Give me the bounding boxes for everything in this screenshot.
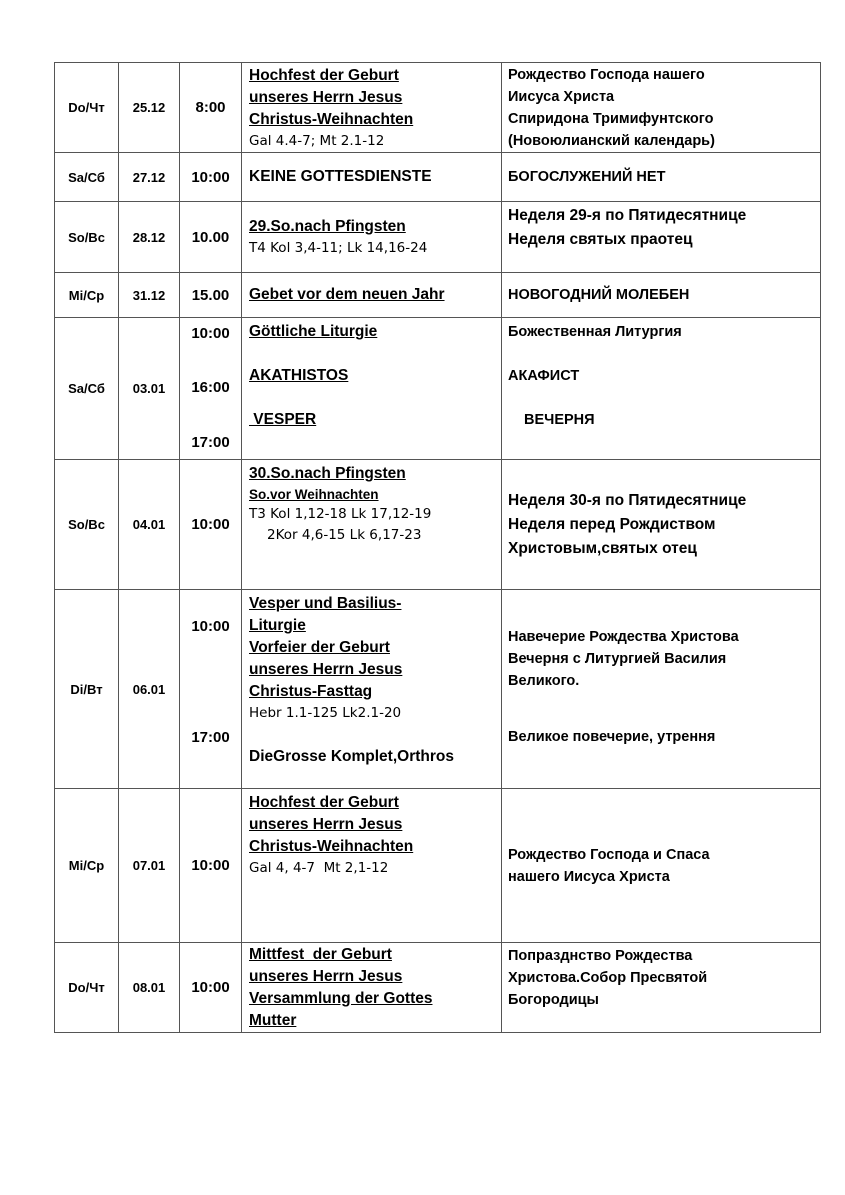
day-cell: Sa/Сб: [55, 153, 119, 202]
russian-line: нашего Иисуса Христа: [508, 868, 670, 885]
service-title: unseres Herrn Jesus: [249, 816, 403, 833]
table-row: [55, 63, 821, 153]
russian-line: Попразднство Рождества: [508, 948, 693, 964]
russian-line: Неделя святых праотец: [508, 231, 693, 248]
time-cell: [180, 318, 242, 460]
russian-service-cell: [502, 202, 821, 273]
day-cell: Do/Чт: [55, 943, 119, 1033]
russian-service-cell: [502, 318, 821, 460]
russian-line: Неделя 30-я по Пятидесятнице: [508, 491, 747, 509]
service-title: Christus-Weihnachten: [249, 838, 414, 855]
date-cell: 27.12: [119, 153, 180, 202]
time-value: 10:00: [191, 324, 230, 342]
russian-service-cell: [502, 789, 821, 943]
service-title: Versammlung der Gottes: [249, 990, 433, 1007]
german-service-cell: [242, 789, 502, 943]
service-title: unseres Herrn Jesus: [249, 968, 403, 985]
date-cell: 28.12: [119, 202, 180, 273]
time-cell: 10:00: [180, 789, 242, 943]
date-cell: 06.01: [119, 590, 180, 789]
russian-line: (Новоюлианский календарь): [508, 132, 715, 149]
russian-line: Христова.Собор Пресвятой: [508, 970, 708, 986]
service-title: Göttliche Liturgie: [249, 323, 378, 340]
table-row: [55, 789, 821, 943]
date-cell: 04.01: [119, 460, 180, 590]
date-cell: 03.01: [119, 318, 180, 460]
time-value: 16:00: [191, 379, 230, 396]
russian-service-cell: [502, 460, 821, 590]
service-title: unseres Herrn Jesus: [249, 661, 403, 678]
time-value: 17:00: [191, 729, 230, 746]
russian-line: БОГОСЛУЖЕНИЙ НЕТ: [508, 169, 666, 185]
time-cell: 10:00: [180, 943, 242, 1033]
german-service-cell: [242, 460, 502, 590]
time-value: 10:00: [191, 618, 230, 635]
russian-line: Рождество Господа нашего: [508, 66, 705, 83]
scripture-reading: T4 Kol 3,4-11; Lk 14,16-24: [249, 239, 428, 256]
german-service-cell: [242, 590, 502, 789]
scripture-reading: T3 Kol 1,12-18 Lk 17,12-19: [249, 506, 432, 522]
time-cell: 10:00: [180, 460, 242, 590]
day-cell: Di/Вт: [55, 590, 119, 789]
russian-service-cell: [502, 273, 821, 318]
russian-line: Неделя перед Рождиством: [508, 515, 716, 533]
scripture-reading: 2Kor 4,6-15 Lk 6,17-23: [267, 527, 422, 543]
time-cell: 8:00: [180, 63, 242, 153]
german-service-cell: [242, 273, 502, 318]
service-title: Vesper und Basilius-: [249, 595, 402, 612]
russian-line: Божественная Литургия: [508, 324, 682, 340]
service-title: Hochfest der Geburt: [249, 794, 399, 811]
russian-line: Иисуса Христа: [508, 88, 615, 105]
russian-line: Вечерня с Литургией Василия: [508, 651, 727, 667]
russian-service-cell: [502, 943, 821, 1033]
table-row: [55, 318, 821, 460]
german-service-cell: [242, 153, 502, 202]
time-cell: 15.00: [180, 273, 242, 318]
day-cell: Mi/Cp: [55, 789, 119, 943]
service-subtitle: So.vor Weihnachten: [249, 487, 379, 502]
russian-line: Богородицы: [508, 992, 599, 1008]
russian-line: АКАФИСТ: [508, 368, 580, 384]
russian-line: ВЕЧЕРНЯ: [524, 412, 595, 428]
russian-line: Великое повечерие, утрення: [508, 729, 716, 745]
russian-line: Великого.: [508, 673, 580, 689]
russian-service-cell: [502, 63, 821, 153]
scripture-reading: Hebr 1.1-125 Lk2.1-20: [249, 705, 402, 721]
service-title: DieGrosse Komplet,Orthros: [249, 748, 454, 765]
service-title: Mutter: [249, 1012, 297, 1029]
table-row: [55, 153, 821, 202]
russian-line: НОВОГОДНИЙ МОЛЕБЕН: [508, 287, 690, 303]
russian-service-cell: [502, 590, 821, 789]
russian-line: Спиридона Тримифунтского: [508, 110, 714, 127]
service-title: VESPER: [249, 411, 317, 428]
service-title: KEINE GOTTESDIENSTE: [249, 168, 432, 185]
russian-service-cell: [502, 153, 821, 202]
table-row: [55, 202, 821, 273]
day-cell: Sa/Сб: [55, 318, 119, 460]
service-schedule-table: [54, 62, 821, 1033]
time-value: 17:00: [191, 433, 230, 451]
scripture-reading: Gal 4.4-7; Mt 2.1-12: [249, 133, 385, 149]
day-cell: Do/Чт: [55, 63, 119, 153]
german-service-cell: [242, 943, 502, 1033]
scripture-reading: Gal 4, 4-7 Mt 2,1-12: [249, 860, 389, 876]
german-service-cell: [242, 318, 502, 460]
russian-line: Христовым,святых отец: [508, 539, 697, 557]
table-row: [55, 460, 821, 590]
table-row: [55, 943, 821, 1033]
table-row: [55, 590, 821, 789]
russian-line: Навечерие Рождества Христова: [508, 629, 739, 645]
day-cell: So/Bc: [55, 460, 119, 590]
service-title: Christus-Weihnachten: [249, 111, 414, 128]
service-title: unseres Herrn Jesus: [249, 89, 403, 106]
service-title: Mittfest der Geburt: [249, 946, 392, 963]
service-title: Hochfest der Geburt: [249, 67, 399, 84]
date-cell: 25.12: [119, 63, 180, 153]
service-title: Gebet vor dem neuen Jahr: [249, 286, 445, 303]
service-title: Liturgie: [249, 617, 306, 634]
german-service-cell: [242, 63, 502, 153]
russian-line: Рождество Господа и Спаса: [508, 846, 710, 863]
service-title: AKATHISTOS: [249, 367, 349, 384]
day-cell: So/Bc: [55, 202, 119, 273]
time-cell: 10.00: [180, 202, 242, 273]
table-row: [55, 273, 821, 318]
german-service-cell: [242, 202, 502, 273]
service-title: Vorfeier der Geburt: [249, 639, 390, 656]
service-title: 30.So.nach Pfingsten: [249, 465, 406, 482]
time-cell: [180, 590, 242, 789]
russian-line: Неделя 29-я по Пятидесятнице: [508, 207, 747, 224]
date-cell: 07.01: [119, 789, 180, 943]
date-cell: 08.01: [119, 943, 180, 1033]
service-title: 29.So.nach Pfingsten: [249, 217, 406, 235]
date-cell: 31.12: [119, 273, 180, 318]
service-title: Christus-Fasttag: [249, 683, 373, 700]
day-cell: Mi/Cp: [55, 273, 119, 318]
time-cell: 10:00: [180, 153, 242, 202]
